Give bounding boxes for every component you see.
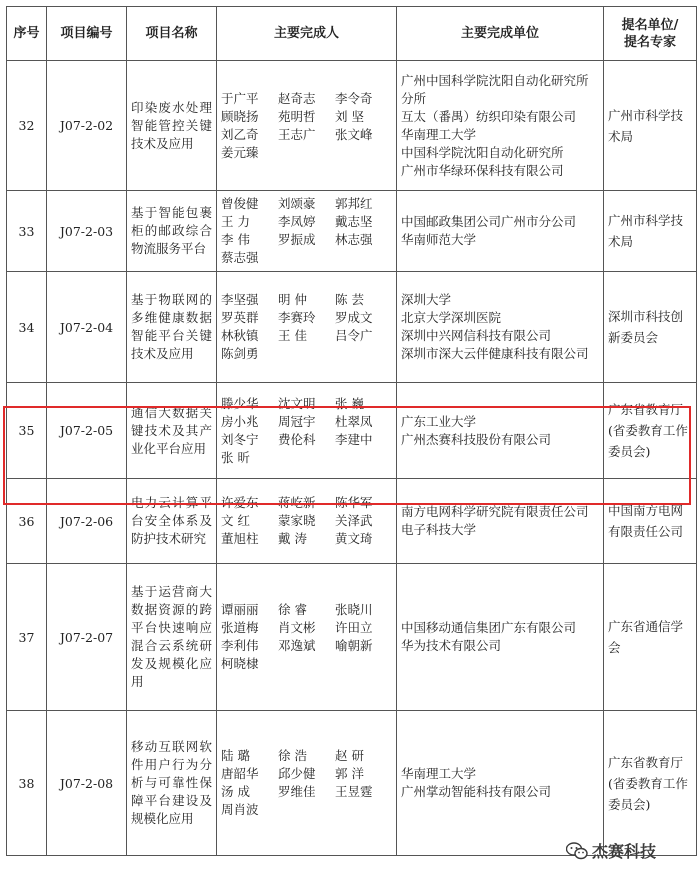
person-name: 吕令广 — [335, 328, 373, 343]
person-name: 陈 芸 — [335, 292, 364, 307]
person-name: 许爱东 — [221, 495, 259, 510]
unit-name: 深圳中兴网信科技有限公司 — [401, 328, 552, 343]
person-name: 陈华军 — [335, 495, 373, 510]
person-name: 李建中 — [335, 431, 373, 447]
person-name: 李令奇 — [335, 90, 373, 106]
person-name: 汤 成 — [221, 784, 250, 799]
row-index: 37 — [7, 564, 47, 711]
row-index: 36 — [7, 479, 47, 564]
nominator: 中国南方电网有限责任公司 — [604, 479, 697, 564]
row-index: 35 — [7, 383, 47, 479]
people-list — [221, 494, 392, 548]
person-name: 周冠宇 — [278, 413, 316, 429]
units-cell — [397, 564, 604, 711]
people-list — [221, 395, 392, 467]
nominator: 深圳市科技创新委员会 — [604, 272, 697, 383]
row-index: 38 — [7, 711, 47, 856]
units-cell — [397, 61, 604, 191]
person-name: 李凤婷 — [278, 214, 316, 229]
unit-name: 华为技术有限公司 — [401, 638, 502, 653]
person-name: 罗维佳 — [278, 784, 316, 799]
unit-name: 中国邮政集团公司广州市分公司 — [401, 214, 577, 229]
person-name: 刘颂豪 — [278, 196, 316, 211]
people-cell — [217, 711, 397, 856]
project-name: 电力云计算平台安全体系及防护技术研究 — [127, 479, 217, 564]
person-name: 陈剑勇 — [221, 346, 259, 361]
person-name: 郭 洋 — [335, 766, 364, 781]
people-cell — [217, 383, 397, 479]
wechat-icon — [566, 842, 588, 860]
header-units: 主要完成单位 — [397, 7, 604, 61]
nominator: 广州市科学技术局 — [604, 61, 697, 191]
people-cell — [217, 61, 397, 191]
unit-name: 华南理工大学 — [401, 126, 477, 142]
people-list — [221, 747, 392, 819]
project-name: 印染废水处理智能管控关键技术及应用 — [127, 61, 217, 191]
unit-name: 南方电网科学研究院有限责任公司 — [401, 504, 589, 519]
person-name: 王 力 — [221, 214, 250, 229]
watermark — [566, 839, 656, 862]
person-name: 李 伟 — [221, 232, 250, 247]
person-name: 张 巍 — [335, 395, 364, 411]
person-name: 房小兆 — [221, 413, 259, 429]
person-name: 徐 睿 — [278, 602, 307, 617]
person-name: 徐 浩 — [278, 748, 307, 763]
units-cell — [397, 383, 604, 479]
header-code: 项目编号 — [47, 7, 127, 61]
person-name: 黄文琦 — [335, 531, 373, 546]
watermark-text: 杰赛科技 — [592, 842, 657, 861]
nominator: 广东省通信学会 — [604, 564, 697, 711]
unit-name: 广州掌动智能科技有限公司 — [401, 784, 552, 799]
row-index: 33 — [7, 191, 47, 272]
table-row — [7, 191, 697, 272]
person-name: 张文峰 — [335, 126, 373, 142]
units-cell — [397, 479, 604, 564]
person-name: 谭丽丽 — [221, 602, 259, 617]
nominator: 广东省教育厅(省委教育工作委员会) — [604, 711, 697, 856]
project-code: J07-2-02 — [47, 61, 127, 191]
table-row — [7, 479, 697, 564]
person-name: 邱少健 — [278, 766, 316, 781]
project-code: J07-2-04 — [47, 272, 127, 383]
person-name: 张 昕 — [221, 449, 250, 465]
person-name: 蒙家晓 — [278, 513, 316, 528]
people-list — [221, 195, 392, 267]
person-name: 李赛玲 — [278, 310, 316, 325]
row-index: 34 — [7, 272, 47, 383]
person-name: 赵 研 — [335, 748, 364, 763]
header-index: 序号 — [7, 7, 47, 61]
people-list — [221, 291, 392, 363]
person-name: 王志广 — [278, 126, 316, 142]
person-name: 曾俊健 — [221, 196, 259, 211]
unit-name: 互太（番禺）纺织印染有限公司 — [401, 108, 577, 124]
table-row — [7, 383, 697, 479]
person-name: 罗振成 — [278, 232, 316, 247]
unit-name: 深圳大学 — [401, 292, 452, 307]
project-code: J07-2-05 — [47, 383, 127, 479]
person-name: 王昱霆 — [335, 784, 373, 799]
project-name: 基于物联网的多维健康数据智能平台关键技术及应用 — [127, 272, 217, 383]
person-name: 刘 坚 — [335, 108, 364, 124]
person-name: 张道梅 — [221, 620, 259, 635]
people-cell — [217, 479, 397, 564]
unit-name: 广东工业大学 — [401, 413, 477, 429]
person-name: 于广平 — [221, 90, 259, 106]
person-name: 文 红 — [221, 513, 250, 528]
header-people: 主要完成人 — [217, 7, 397, 61]
unit-name: 广州市华绿环保科技有限公司 — [401, 162, 564, 178]
person-name: 刘冬宁 — [221, 431, 259, 447]
nominator: 广州市科学技术局 — [604, 191, 697, 272]
people-cell — [217, 272, 397, 383]
unit-name: 广州中国科学院沈阳自动化研究所分所 — [401, 72, 589, 106]
person-name: 林秋镇 — [221, 328, 259, 343]
person-name: 滕少华 — [221, 395, 259, 411]
person-name: 邓逸斌 — [278, 638, 316, 653]
person-name: 唐韶华 — [221, 766, 259, 781]
unit-name: 深圳市深大云伴健康科技有限公司 — [401, 346, 589, 361]
person-name: 费伦科 — [278, 431, 316, 447]
header-name: 项目名称 — [127, 7, 217, 61]
project-name: 通信大数据关键技术及其产业化平台应用 — [127, 383, 217, 479]
person-name: 关泽武 — [335, 513, 373, 528]
unit-name: 华南理工大学 — [401, 766, 477, 781]
person-name: 喻朝新 — [335, 638, 373, 653]
awards-table — [6, 6, 697, 856]
person-name: 戴志坚 — [335, 214, 373, 229]
person-name: 许田立 — [335, 620, 373, 635]
unit-name: 广州杰赛科技股份有限公司 — [401, 431, 552, 447]
nominator: 广东省教育厅(省委教育工作委员会) — [604, 383, 697, 479]
person-name: 蒋屹新 — [278, 495, 316, 510]
person-name: 明 仲 — [278, 292, 307, 307]
person-name: 张晓川 — [335, 602, 373, 617]
unit-name: 中国移动通信集团广东有限公司 — [401, 620, 577, 635]
person-name: 罗成文 — [335, 310, 373, 325]
person-name: 李坚强 — [221, 292, 259, 307]
person-name: 戴 涛 — [278, 531, 307, 546]
table-header — [7, 7, 697, 61]
person-name: 苑明哲 — [278, 108, 316, 124]
people-cell — [217, 564, 397, 711]
table-body — [7, 61, 697, 856]
person-name: 姜元臻 — [221, 144, 259, 160]
person-name: 郭邦红 — [335, 196, 373, 211]
units-cell — [397, 272, 604, 383]
project-name: 移动互联网软件用户行为分析与可靠性保障平台建设及规模化应用 — [127, 711, 217, 856]
person-name: 林志强 — [335, 232, 373, 247]
person-name: 陆 璐 — [221, 748, 250, 763]
project-name: 基于智能包裹柜的邮政综合物流服务平台 — [127, 191, 217, 272]
units-cell — [397, 191, 604, 272]
person-name: 顾晓扬 — [221, 108, 259, 124]
header-nominator: 提名单位/ 提名专家 — [604, 7, 697, 61]
units-cell — [397, 711, 604, 856]
person-name: 刘乙奇 — [221, 126, 259, 142]
unit-name: 电子科技大学 — [401, 522, 477, 537]
project-code: J07-2-07 — [47, 564, 127, 711]
person-name: 柯晓棣 — [221, 656, 259, 671]
person-name: 杜翠凤 — [335, 413, 373, 429]
people-list — [221, 601, 392, 673]
project-code: J07-2-06 — [47, 479, 127, 564]
people-cell — [217, 191, 397, 272]
table-row — [7, 61, 697, 191]
unit-name: 华南师范大学 — [401, 232, 477, 247]
project-code: J07-2-08 — [47, 711, 127, 856]
unit-name: 中国科学院沈阳自动化研究所 — [401, 144, 564, 160]
person-name: 王 佳 — [278, 328, 307, 343]
person-name: 赵奇志 — [278, 90, 316, 106]
people-list — [221, 90, 392, 162]
unit-name: 北京大学深圳医院 — [401, 310, 502, 325]
person-name: 罗英群 — [221, 310, 259, 325]
person-name: 肖文彬 — [278, 620, 316, 635]
project-code: J07-2-03 — [47, 191, 127, 272]
row-index: 32 — [7, 61, 47, 191]
table-row — [7, 711, 697, 856]
person-name: 沈文明 — [278, 395, 316, 411]
person-name: 周肖波 — [221, 802, 259, 817]
person-name: 蔡志强 — [221, 250, 259, 265]
person-name: 董旭柱 — [221, 531, 259, 546]
project-name: 基于运营商大数据资源的跨平台快速响应混合云系统研发及规模化应用 — [127, 564, 217, 711]
person-name: 李利伟 — [221, 638, 259, 653]
table-row — [7, 564, 697, 711]
table-row — [7, 272, 697, 383]
